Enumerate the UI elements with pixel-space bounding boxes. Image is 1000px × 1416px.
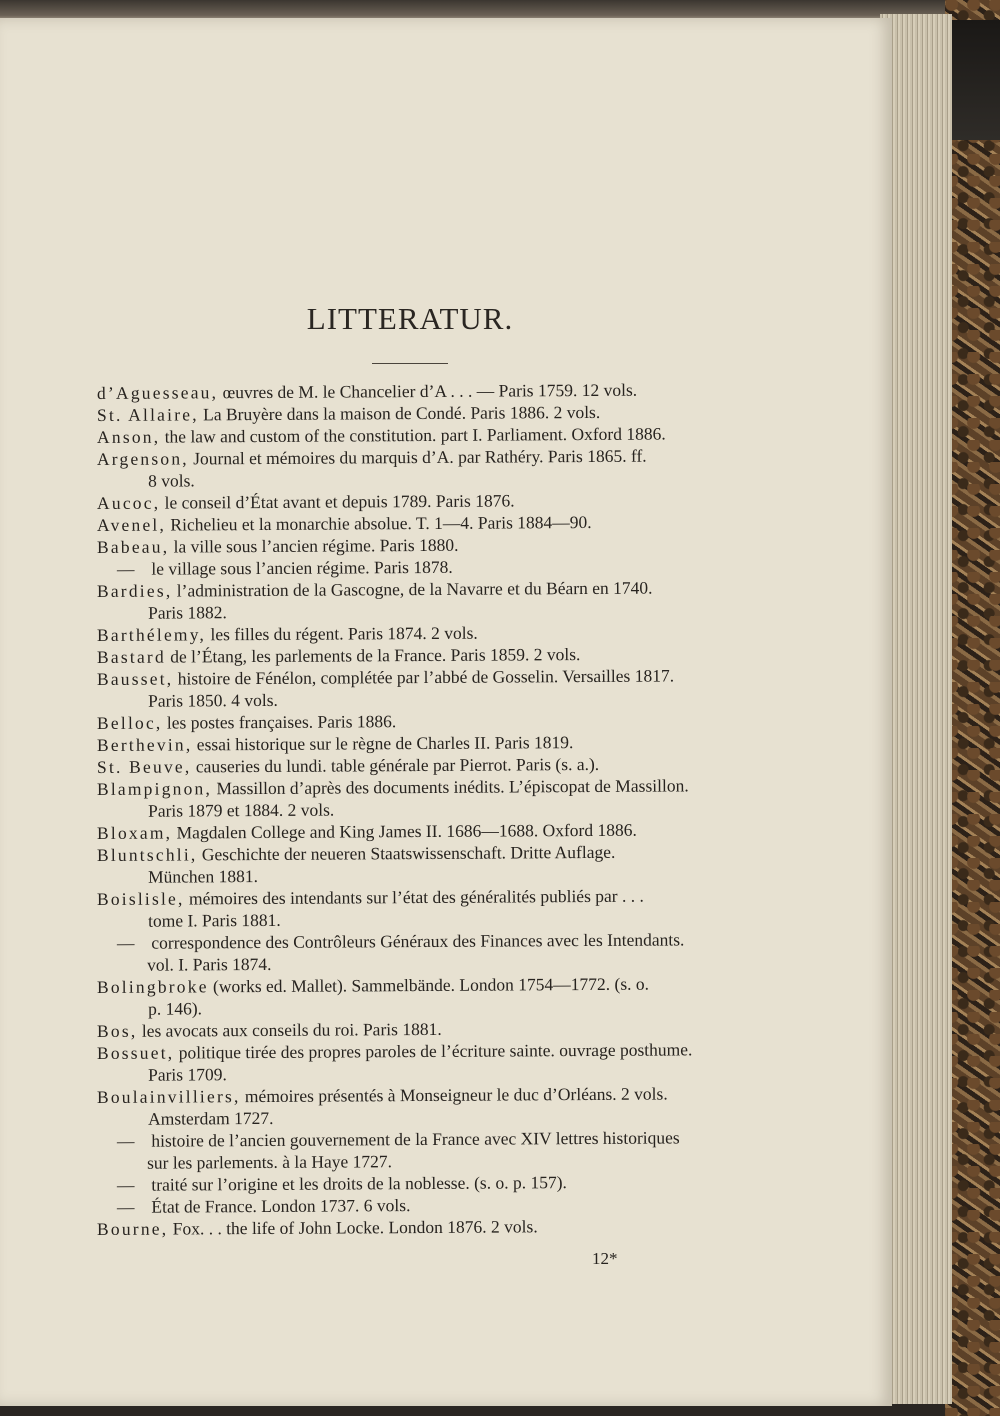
entry-text: État de France. London 1737. 6 vols.	[146, 1195, 411, 1217]
entry-author: Bardies,	[96, 580, 173, 601]
entry-author: Bolingbroke	[96, 976, 209, 997]
entry-text: le conseil d’État avant et depuis 1789. Paris 1876.	[160, 490, 515, 513]
entry-author: Belloc,	[96, 712, 163, 733]
entry-author: d’Aguesseau,	[96, 382, 219, 403]
entry-continuation: Paris 1882.	[148, 602, 227, 623]
entry-text: Richelieu et la monarchie absolue. T. 1—4. Paris 1884—90.	[165, 511, 592, 535]
bibliography-list	[96, 379, 737, 1240]
entry-author: Avenel,	[96, 514, 167, 535]
entry-text: La Bruyère dans la maison de Condé. Paris 1886. 2 vols.	[198, 401, 601, 425]
entry-text: essai historique sur le règne de Charles II. Paris 1819.	[192, 732, 574, 755]
book-page	[0, 18, 892, 1406]
entry-continuation: p. 146).	[148, 998, 203, 1019]
entry-author: Bastard	[96, 646, 166, 667]
entry-text: Magdalen College and King James II. 1686—1688. Oxford 1886.	[172, 819, 637, 843]
bibliography-entry	[97, 1214, 737, 1240]
entry-author: Anson,	[96, 426, 161, 447]
entry-continuation: sur les parlements. à la Haye 1727.	[147, 1151, 393, 1173]
entry-continuation: Paris 1709.	[148, 1064, 227, 1085]
bibliography-entry	[97, 664, 737, 712]
entry-continuation: tome I. Paris 1881.	[148, 909, 281, 931]
entry-text: correspondence des Contrôleurs Généraux des Finances avec les Intendants.	[146, 929, 685, 953]
entry-text: les filles du régent. Paris 1874. 2 vols.	[206, 622, 478, 645]
entry-continuation: 8 vols.	[148, 470, 195, 491]
entry-author: Boulainvilliers,	[96, 1086, 241, 1107]
entry-text: Massillon d’après des documents inédits. L’épiscopat de Massillon.	[211, 775, 689, 799]
bibliography-entry	[97, 444, 737, 492]
entry-text: Journal et mémoires du marquis d’A. par Rathéry. Paris 1865. ff.	[188, 445, 647, 469]
entry-text: de l’Étang, les parlements de la France. Paris 1859. 2 vols.	[165, 644, 581, 667]
book-spine-top	[948, 20, 1000, 140]
entry-author: Berthevin,	[96, 734, 193, 755]
ditto-dash: —	[116, 932, 135, 953]
entry-text: œuvres de M. le Chancelier d’A . . . — Paris 1759. 12 vols.	[218, 379, 638, 403]
entry-author: Bos,	[96, 1020, 138, 1041]
bibliography-entry	[97, 840, 737, 888]
entry-text: les avocats aux conseils du roi. Paris 1881.	[137, 1018, 442, 1041]
title-divider	[372, 363, 448, 364]
entry-text: l’administration de la Gascogne, de la Navarre et du Béarn en 1740.	[172, 577, 653, 601]
entry-author: Babeau,	[96, 536, 170, 557]
bibliography-entry	[97, 1126, 737, 1174]
entry-author: Barthélemy,	[96, 624, 207, 645]
entry-author: Aucoc,	[96, 492, 161, 513]
entry-text: le village sous l’ancien régime. Paris 1878.	[146, 556, 453, 579]
entry-text: Fox. . . the life of John Locke. London 1876. 2 vols.	[168, 1216, 538, 1239]
entry-text: (works ed. Mallet). Sammelbände. London 1754—1772. (s. o.	[208, 973, 650, 997]
bibliography-entry	[97, 1038, 737, 1086]
ditto-dash: —	[116, 1174, 135, 1195]
entry-continuation: Amsterdam 1727.	[148, 1107, 274, 1129]
entry-text: histoire de l’ancien gouvernement de la France avec XIV lettres historiques	[146, 1127, 680, 1151]
bibliography-entry	[97, 928, 737, 976]
entry-author: Blampignon,	[96, 778, 213, 799]
bibliography-entry	[97, 774, 737, 822]
ditto-dash: —	[116, 1196, 135, 1217]
entry-continuation: Paris 1879 et 1884. 2 vols.	[148, 799, 335, 821]
entry-author: Bluntschli,	[96, 844, 198, 865]
entry-text: les postes françaises. Paris 1886.	[162, 711, 397, 733]
entry-text: traité sur l’origine et les droits de la noblesse. (s. o. p. 157).	[146, 1172, 567, 1195]
entry-continuation: vol. I. Paris 1874.	[147, 953, 272, 975]
ditto-dash: —	[116, 558, 135, 579]
entry-text: mémoires des intendants sur l’état des généralités publiés par . . .	[184, 885, 644, 909]
entry-text: causeries du lundi. table générale par Pierrot. Paris (s. a.).	[191, 753, 600, 777]
entry-text: histoire de Fénélon, complétée par l’abbé de Gosselin. Versailles 1817.	[173, 665, 675, 689]
entry-continuation: München 1881.	[148, 866, 258, 887]
bibliography-entry	[97, 972, 737, 1020]
bibliography-entry	[97, 884, 737, 932]
entry-text: mémoires présentés à Monseigneur le duc d’Orléans. 2 vols.	[240, 1083, 668, 1107]
entry-author: Boislisle,	[96, 888, 185, 909]
bibliography-entry	[97, 576, 737, 624]
entry-continuation: Paris 1850. 4 vols.	[148, 689, 278, 711]
entry-text: Geschichte der neueren Staatswissenschaft. Dritte Auflage.	[197, 841, 616, 865]
entry-text: politique tirée des propres paroles de l’écriture sainte. ouvrage posthume.	[174, 1039, 693, 1063]
entry-author: St. Beuve,	[96, 756, 192, 777]
entry-author: Bloxam,	[96, 822, 173, 843]
ditto-dash: —	[116, 1130, 135, 1151]
entry-author: Bossuet,	[96, 1042, 175, 1063]
entry-author: St. Allaire,	[96, 404, 199, 425]
entry-text: la ville sous l’ancien régime. Paris 1880.	[169, 534, 459, 557]
page-title: LITTERATUR.	[306, 301, 514, 336]
entry-author: Bourne,	[96, 1218, 169, 1239]
book-cover-marbled	[945, 0, 1000, 1416]
entry-author: Bausset,	[96, 668, 174, 689]
signature-mark: 12*	[592, 1249, 618, 1268]
entry-author: Argenson,	[96, 448, 189, 469]
bibliography-entry	[97, 1082, 737, 1130]
entry-text: the law and custom of the constitution. part I. Parliament. Oxford 1886.	[160, 423, 666, 447]
